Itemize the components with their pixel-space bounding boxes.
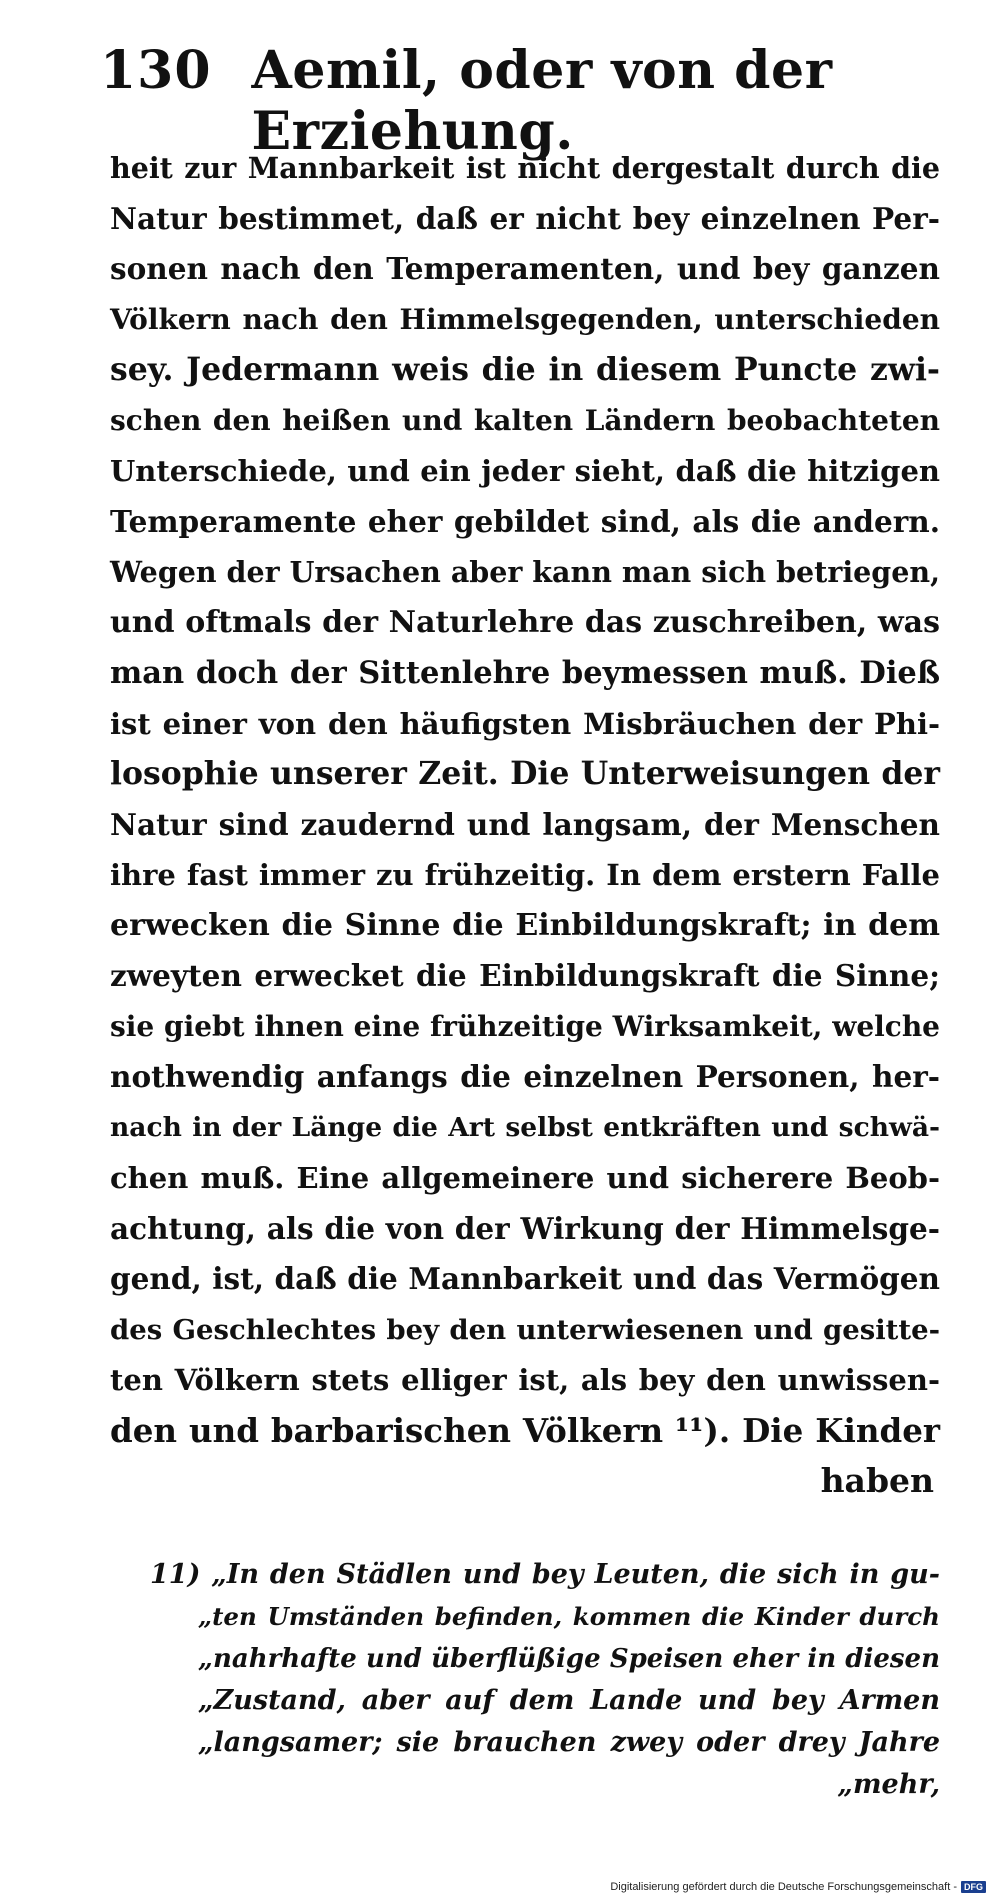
text-line: losophie unserer Zeit. Die Unterweisungen der bbox=[110, 755, 940, 792]
text-line: sie giebt ihnen eine frühzeitige Wirksamkeit, welche bbox=[110, 1009, 940, 1043]
text-line: und oftmals der Naturlehre das zuschreiben, was bbox=[110, 604, 940, 640]
text-line: den und barbarischen Völkern ¹¹). Die Kinder bbox=[110, 1410, 940, 1450]
text-line: man doch der Sittenlehre beymessen muß. Dieß bbox=[110, 655, 940, 691]
credit-text: Digitalisierung gefördert durch die Deutsche Forschungsgemeinschaft - bbox=[610, 1881, 957, 1893]
footnote-line: 11) „In den Städlen und bey Leuten, die sich in gu- bbox=[150, 1559, 940, 1590]
catchword: haben bbox=[820, 1461, 934, 1500]
main-text-block bbox=[110, 143, 940, 1506]
digitization-credit bbox=[610, 1881, 986, 1893]
dfg-logo-icon: DFG bbox=[961, 1881, 986, 1893]
text-line: ist einer von den häufigsten Misbräuchen der Phi- bbox=[110, 706, 940, 741]
footnote-catchword: „mehr, bbox=[837, 1769, 940, 1800]
page-header bbox=[100, 40, 960, 162]
text-line: Völkern nach den Himmelsgegenden, unterschieden bbox=[110, 302, 940, 336]
text-line: sonen nach den Temperamenten, und bey ganzen bbox=[110, 251, 940, 286]
footnote-line: „langsamer; sie brauchen zwey oder drey Jahre bbox=[198, 1727, 940, 1758]
text-line: heit zur Mannbarkeit ist nicht dergestalt durch die bbox=[110, 151, 940, 185]
text-line: erwecken die Sinne die Einbildungskraft; in dem bbox=[110, 907, 940, 943]
text-line: des Geschlechtes bey den unterwiesenen und gesitte- bbox=[110, 1313, 940, 1346]
text-line: Natur sind zaudernd und langsam, der Menschen bbox=[110, 806, 940, 842]
text-line: gend, ist, daß die Mannbarkeit und das Vermögen bbox=[110, 1261, 940, 1296]
text-line: schen den heißen und kalten Ländern beobachteten bbox=[110, 403, 940, 437]
footnote-line: „Zustand, aber auf dem Lande und bey Armen bbox=[198, 1685, 940, 1716]
footnote bbox=[150, 1554, 940, 1806]
text-line: achtung, als die von der Wirkung der Himmelsge- bbox=[110, 1210, 940, 1246]
text-line: Natur bestimmet, daß er nicht bey einzelnen Per- bbox=[110, 200, 940, 236]
text-line: chen muß. Eine allgemeinere und sicherere Beob- bbox=[110, 1161, 940, 1195]
text-line: zweyten erwecket die Einbildungskraft die Sinne; bbox=[110, 958, 940, 993]
text-line: Wegen der Ursachen aber kann man sich betriegen, bbox=[110, 555, 940, 589]
text-line: Temperamente eher gebildet sind, als die andern. bbox=[110, 503, 940, 539]
text-line: Unterschiede, und ein jeder sieht, daß die hitzigen bbox=[110, 454, 940, 488]
text-line: ihre fast immer zu frühzeitig. In dem erstern Falle bbox=[110, 858, 940, 892]
footnote-line: „nahrhafte und überflüßige Speisen eher in diesen bbox=[198, 1644, 940, 1674]
text-line: nothwendig anfangs die einzelnen Personen, her- bbox=[110, 1059, 940, 1094]
text-line: nach in der Länge die Art selbst entkräften und schwä- bbox=[110, 1111, 940, 1143]
text-line: sey. Jedermann weis die in diesem Puncte zwi- bbox=[110, 351, 940, 388]
page-number: 130 bbox=[100, 40, 212, 101]
footnote-line: „ten Umständen befinden, kommen die Kinder durch bbox=[198, 1602, 940, 1631]
running-title: Aemil, oder von der Erziehung. bbox=[251, 40, 833, 162]
text-line: ten Völkern stets elliger ist, als bey den unwissen- bbox=[110, 1363, 940, 1397]
